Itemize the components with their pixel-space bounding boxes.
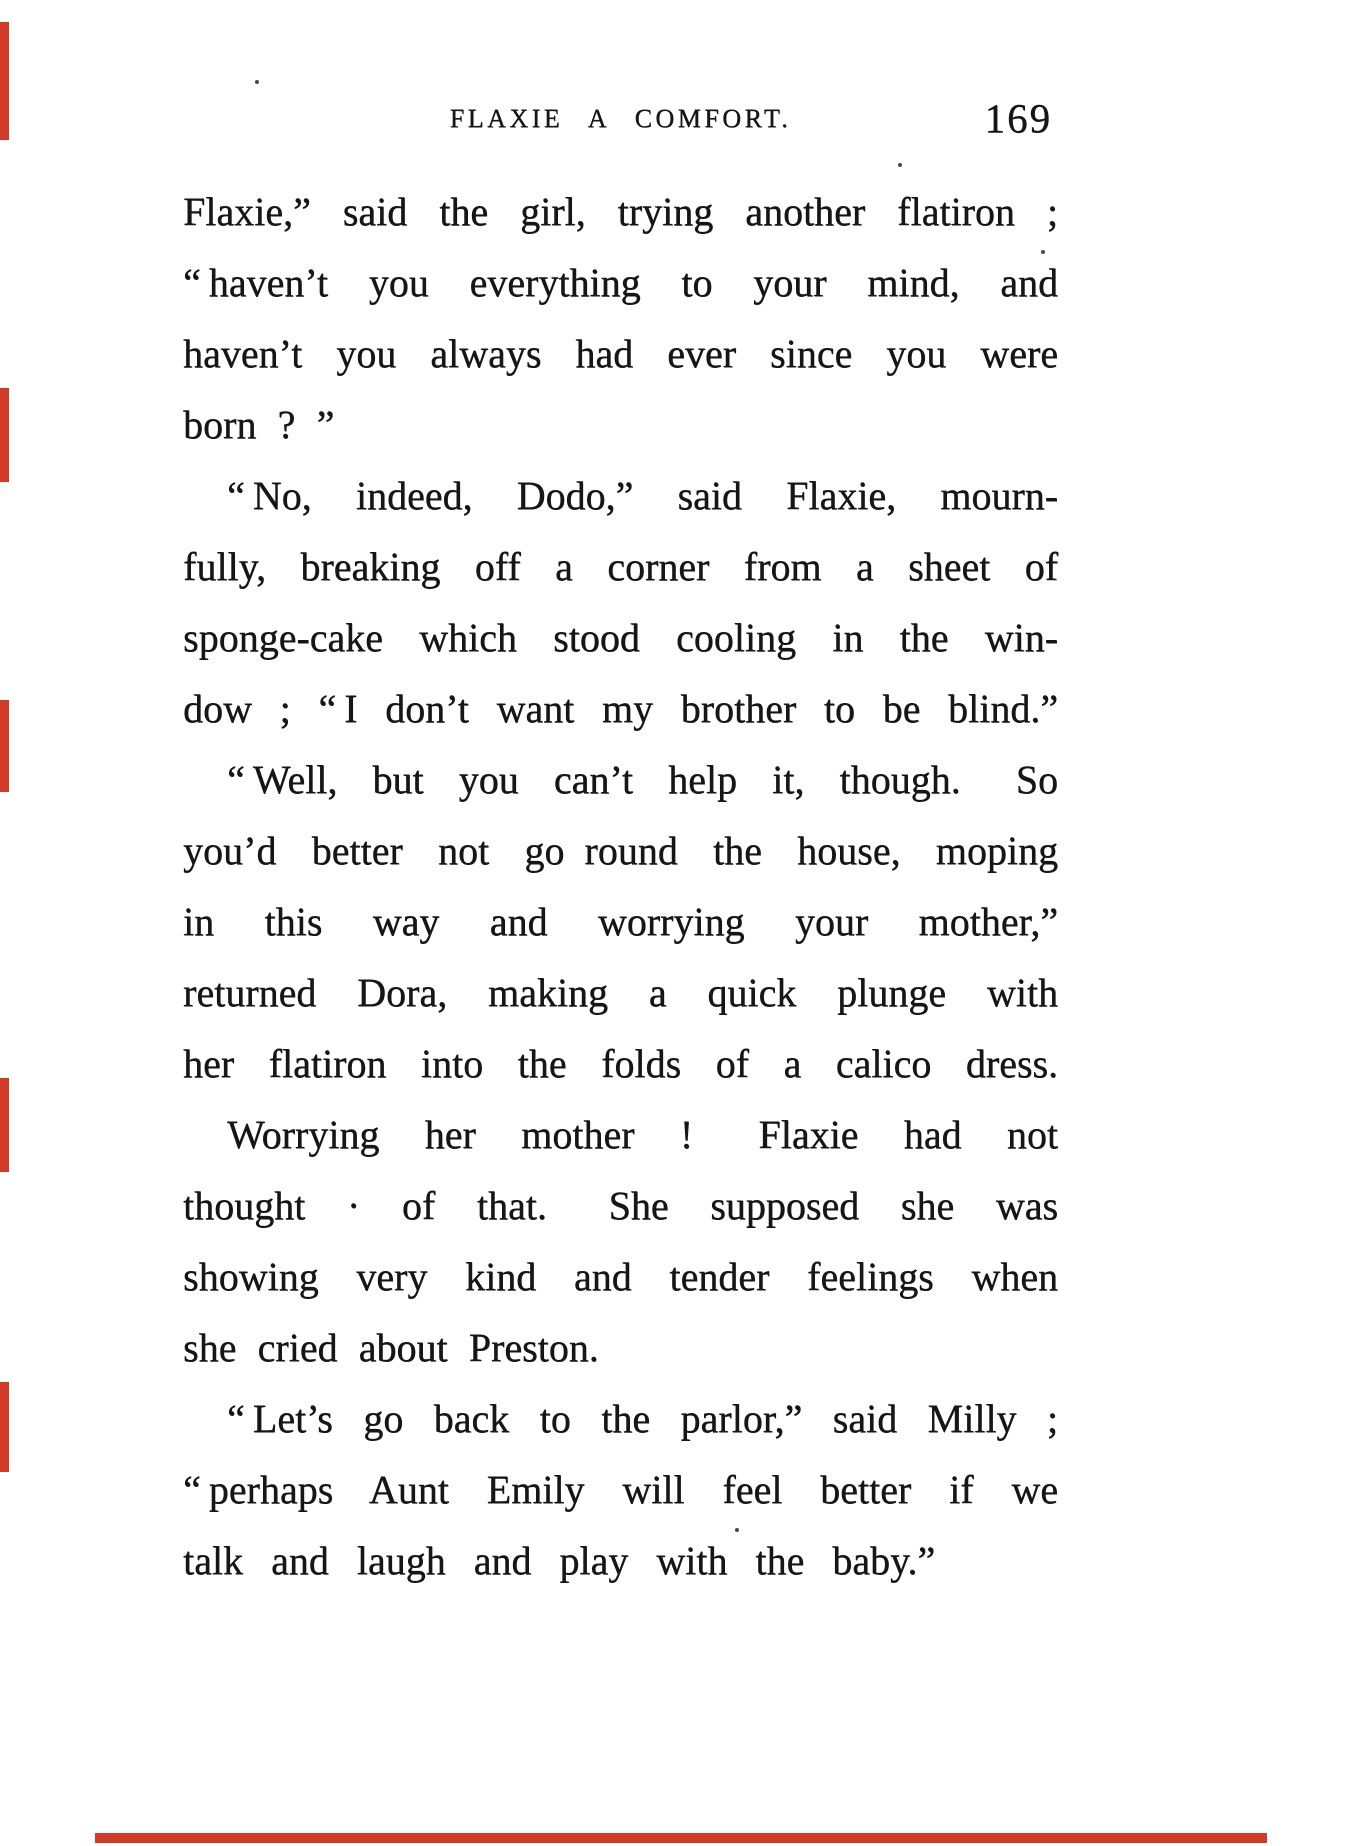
- ink-speck: [1041, 250, 1045, 254]
- text-line: dow ; “ I don’t want my brother to be blind.”: [183, 686, 1058, 731]
- page-number: 169: [984, 95, 1052, 141]
- text-line: “ Well, but you can’t help it, though. So: [227, 757, 1058, 802]
- text-line: haven’t you always had ever since you were: [183, 331, 1058, 376]
- text-line: Worrying her mother ! Flaxie had not: [227, 1112, 1058, 1157]
- text-line: fully, breaking off a corner from a sheet of: [183, 544, 1058, 589]
- text-line: talk and laugh and play with the baby.”: [183, 1538, 936, 1583]
- scan-artifact-left-edge: [0, 1382, 9, 1472]
- text-line: returned Dora, making a quick plunge with: [183, 970, 1058, 1015]
- text-line: “ perhaps Aunt Emily will feel better if we: [183, 1467, 1058, 1512]
- text-line: she cried about Preston.: [183, 1325, 599, 1370]
- text-line: her flatiron into the folds of a calico dress.: [183, 1041, 1058, 1086]
- text-line: in this way and worrying your mother,”: [183, 899, 1058, 944]
- ink-speck: [898, 163, 902, 167]
- text-line: Flaxie,” said the girl, trying another flatiron ;: [183, 189, 1058, 234]
- scan-artifact-left-edge: [0, 700, 9, 792]
- text-block: [183, 176, 1058, 1596]
- scan-artifact-left-edge: [0, 22, 9, 140]
- text-line: showing very kind and tender feelings when: [183, 1254, 1058, 1299]
- text-line: born ? ”: [183, 402, 335, 447]
- text-line: “ Let’s go back to the parlor,” said Milly ;: [227, 1396, 1058, 1441]
- scan-artifact-left-edge: [0, 388, 9, 482]
- running-header-title: FLAXIE A COMFORT.: [449, 104, 792, 133]
- page-header: [183, 94, 1058, 154]
- text-line: “ haven’t you everything to your mind, and: [183, 260, 1058, 305]
- ink-speck: [255, 80, 259, 84]
- text-line: sponge-cake which stood cooling in the win-: [183, 615, 1058, 660]
- text-line: “ No, indeed, Dodo,” said Flaxie, mourn-: [227, 473, 1058, 518]
- text-line: you’d better not go round the house, moping: [183, 828, 1058, 873]
- scan-artifact-left-edge: [0, 1078, 9, 1172]
- ink-speck: [735, 1528, 739, 1532]
- text-line: thought · of that. She supposed she was: [183, 1183, 1058, 1228]
- scan-artifact-bottom-edge: [95, 1833, 1267, 1843]
